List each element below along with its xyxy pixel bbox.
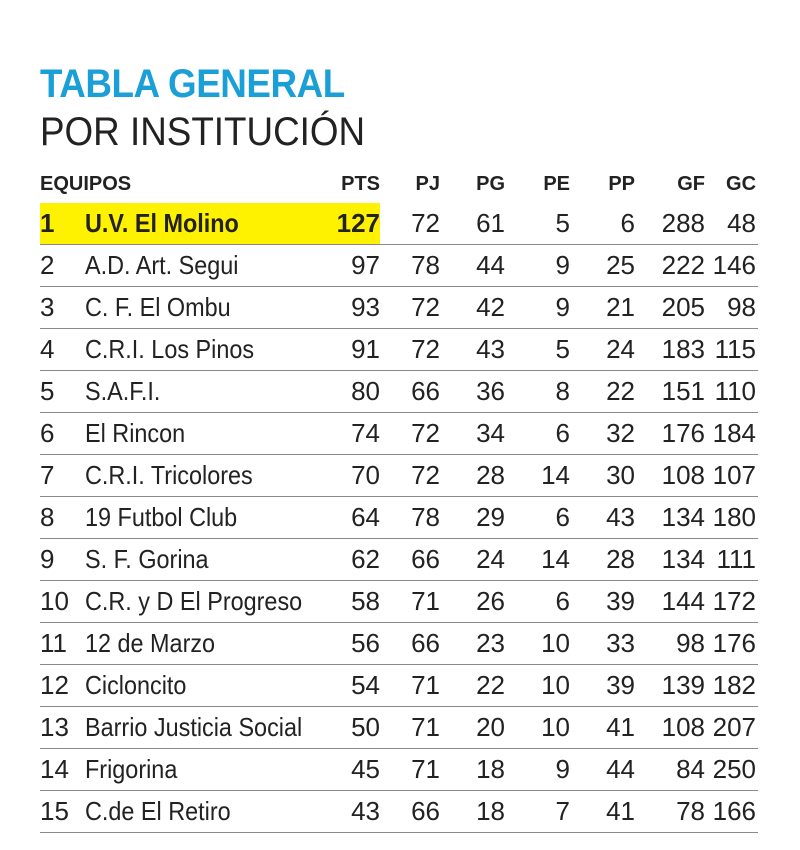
pe-value: 9 [555,754,571,784]
cell-pts [325,329,380,371]
cell-pg [440,455,505,497]
cell-pos [40,287,85,329]
cell-team [85,707,325,749]
pj-value: 71 [411,754,441,784]
cell-pe [505,749,570,791]
pg-value: 36 [476,376,506,406]
pp-value: 39 [606,586,636,616]
gc-value: 250 [712,754,757,784]
gf-value: 176 [661,418,706,448]
cell-pj [380,581,440,623]
table-row [40,623,758,665]
pg-value: 26 [476,586,506,616]
gc-value: 180 [712,502,757,532]
cell-pos [40,371,85,413]
cell-gc [705,791,758,833]
cell-gf [635,623,705,665]
pp-value: 25 [606,250,636,280]
gc-value: 111 [716,544,757,574]
pos-value: 11 [40,628,67,658]
cell-gc [705,413,758,455]
pg-value: 22 [476,670,506,700]
cell-pts [325,245,380,287]
team-value: C. F. El Ombu [85,292,231,322]
column-header-equipos: EQUIPOS [40,173,132,195]
pp-value: 41 [606,796,636,826]
gf-value: 205 [661,292,706,322]
cell-pp [570,791,635,833]
gf-value: 222 [661,250,706,280]
cell-gf [635,203,705,245]
pts-value: 97 [351,250,381,280]
pts-value: 58 [351,586,381,616]
cell-pos [40,707,85,749]
pj-value: 78 [411,250,441,280]
gf-value: 78 [676,796,706,826]
pts-value: 127 [336,208,381,238]
pos-value: 9 [40,544,55,574]
table-row [40,287,758,329]
pts-value: 93 [351,292,381,322]
gc-value: 98 [727,292,757,322]
cell-gc [705,497,758,539]
cell-pos [40,665,85,707]
pos-value: 13 [40,712,69,742]
pj-value: 78 [411,502,441,532]
cell-pp [570,749,635,791]
cell-pg [440,581,505,623]
pp-value: 41 [606,712,636,742]
cell-pj [380,413,440,455]
cell-pp [570,371,635,413]
cell-pts [325,455,380,497]
cell-pos [40,329,85,371]
cell-pg [440,413,505,455]
cell-pp [570,539,635,581]
gc-value: 176 [712,628,757,658]
cell-pos [40,203,85,245]
pos-value: 12 [40,670,69,700]
table-row [40,581,758,623]
cell-gf [635,791,705,833]
cell-pos [40,791,85,833]
team-value: S.A.F.I. [85,376,161,406]
team-value: C.R.I. Tricolores [85,460,253,490]
pe-value: 14 [541,544,571,574]
column-header-pp: PP [608,173,636,195]
cell-pos [40,623,85,665]
cell-pj [380,287,440,329]
cell-pj [380,539,440,581]
pj-value: 66 [411,544,441,574]
table-row [40,371,758,413]
cell-team [85,665,325,707]
pg-value: 44 [476,250,506,280]
standings-table [40,166,758,833]
pp-value: 30 [606,460,636,490]
pj-value: 66 [411,628,441,658]
page-subtitle: POR INSTITUCIÓN [40,110,366,154]
cell-pts [325,371,380,413]
pts-value: 64 [351,502,381,532]
cell-pj [380,455,440,497]
pp-value: 28 [606,544,636,574]
pp-value: 43 [606,502,636,532]
pp-value: 39 [606,670,636,700]
cell-pe [505,707,570,749]
cell-pe [505,581,570,623]
cell-pg [440,623,505,665]
cell-pg [440,749,505,791]
cell-gf [635,665,705,707]
cell-pe [505,371,570,413]
cell-pe [505,203,570,245]
cell-pts [325,791,380,833]
gc-value: 166 [712,796,757,826]
cell-pe [505,623,570,665]
pg-value: 18 [476,754,506,784]
column-header-pts: PTS [341,173,381,195]
gc-value: 107 [712,460,757,490]
pp-value: 22 [606,376,636,406]
cell-gf [635,287,705,329]
pts-value: 43 [351,796,381,826]
pj-value: 72 [411,208,441,238]
cell-pp [570,413,635,455]
pj-value: 72 [411,460,441,490]
cell-team [85,371,325,413]
column-header-pg: PG [476,173,506,195]
cell-pp [570,203,635,245]
pe-value: 8 [555,376,571,406]
pj-value: 71 [411,586,441,616]
cell-pts [325,665,380,707]
pg-value: 43 [476,334,506,364]
table-row [40,245,758,287]
pts-value: 74 [351,418,381,448]
cell-team [85,749,325,791]
cell-gf [635,749,705,791]
pts-value: 56 [351,628,381,658]
cell-gc [705,329,758,371]
cell-pe [505,791,570,833]
cell-pts [325,203,380,245]
cell-team [85,539,325,581]
team-value: C.R. y D El Progreso [85,586,303,616]
team-value: U.V. El Molino [85,208,239,238]
cell-pe [505,413,570,455]
table-row [40,539,758,581]
team-value: A.D. Art. Segui [85,250,239,280]
pts-value: 45 [351,754,381,784]
cell-pts [325,539,380,581]
cell-pp [570,581,635,623]
cell-pe [505,287,570,329]
table-row [40,791,758,833]
pos-value: 8 [40,502,55,532]
team-value: Barrio Justicia Social [85,712,303,742]
cell-pe [505,329,570,371]
cell-gf [635,329,705,371]
pj-value: 71 [411,712,441,742]
pp-value: 44 [606,754,636,784]
cell-pj [380,665,440,707]
cell-pe [505,665,570,707]
cell-gf [635,497,705,539]
table-row [40,665,758,707]
cell-pos [40,455,85,497]
cell-pp [570,455,635,497]
cell-gf [635,455,705,497]
pts-value: 80 [351,376,381,406]
cell-gc [705,749,758,791]
pj-value: 71 [411,670,441,700]
cell-pos [40,581,85,623]
cell-team [85,497,325,539]
cell-pg [440,539,505,581]
gf-value: 144 [661,586,706,616]
cell-pp [570,245,635,287]
cell-pg [440,245,505,287]
cell-gc [705,203,758,245]
cell-gf [635,371,705,413]
cell-pe [505,497,570,539]
team-value: Frigorina [85,754,178,784]
cell-pg [440,791,505,833]
cell-gf [635,581,705,623]
cell-pg [440,707,505,749]
cell-pts [325,413,380,455]
team-value: 12 de Marzo [85,628,216,658]
cell-pj [380,623,440,665]
gc-value: 184 [712,418,757,448]
table-row [40,413,758,455]
gf-value: 134 [661,544,706,574]
team-value: 19 Futbol Club [85,502,238,532]
column-header-gf: GF [677,173,706,195]
standings-rows [40,203,758,833]
cell-gc [705,623,758,665]
cell-team [85,245,325,287]
cell-pj [380,203,440,245]
gc-value: 182 [712,670,757,700]
cell-pj [380,791,440,833]
gc-value: 115 [714,334,757,364]
cell-pts [325,623,380,665]
table-row [40,329,758,371]
cell-pg [440,287,505,329]
pos-value: 7 [40,460,55,490]
cell-pts [325,581,380,623]
pg-value: 34 [476,418,506,448]
cell-gc [705,287,758,329]
gf-value: 139 [661,670,706,700]
pe-value: 7 [555,796,571,826]
table-row [40,497,758,539]
cell-pp [570,665,635,707]
pg-value: 23 [476,628,506,658]
pp-value: 33 [606,628,636,658]
cell-pg [440,371,505,413]
gc-value: 48 [727,208,757,238]
cell-pp [570,707,635,749]
pe-value: 10 [541,670,571,700]
pj-value: 66 [411,376,441,406]
cell-pe [505,455,570,497]
cell-gf [635,413,705,455]
pj-value: 66 [411,796,441,826]
cell-pp [570,497,635,539]
pe-value: 6 [555,418,571,448]
pts-value: 62 [351,544,381,574]
cell-pg [440,203,505,245]
cell-pj [380,749,440,791]
pg-value: 24 [476,544,506,574]
cell-team [85,413,325,455]
gc-value: 172 [712,586,757,616]
cell-pts [325,497,380,539]
column-header-gc: GC [726,173,757,195]
cell-pj [380,497,440,539]
table-row [40,749,758,791]
pos-value: 3 [40,292,55,322]
cell-team [85,581,325,623]
cell-pos [40,497,85,539]
gc-value: 146 [712,250,757,280]
pg-value: 42 [476,292,506,322]
pts-value: 70 [351,460,381,490]
cell-team [85,287,325,329]
pos-value: 6 [40,418,55,448]
pp-value: 6 [620,208,636,238]
pe-value: 9 [555,250,571,280]
cell-gc [705,455,758,497]
cell-pos [40,539,85,581]
cell-pp [570,329,635,371]
pp-value: 24 [606,334,636,364]
cell-gc [705,665,758,707]
pg-value: 18 [476,796,506,826]
pg-value: 28 [476,460,506,490]
pos-value: 15 [40,796,69,826]
gf-value: 84 [676,754,706,784]
cell-gc [705,539,758,581]
cell-team [85,455,325,497]
cell-gf [635,539,705,581]
cell-pos [40,245,85,287]
table-row [40,455,758,497]
pp-value: 32 [606,418,636,448]
cell-team [85,623,325,665]
cell-gc [705,707,758,749]
cell-gf [635,707,705,749]
pe-value: 14 [541,460,571,490]
pos-value: 4 [40,334,55,364]
team-value: C.R.I. Los Pinos [85,334,255,364]
pj-value: 72 [411,334,441,364]
table-row [40,203,758,245]
table-row [40,707,758,749]
cell-pj [380,329,440,371]
gf-value: 288 [661,208,706,238]
cell-pg [440,665,505,707]
pts-value: 50 [351,712,381,742]
pts-value: 91 [351,334,381,364]
gc-value: 207 [712,712,757,742]
pos-value: 10 [40,586,69,616]
cell-pts [325,749,380,791]
cell-gf [635,245,705,287]
table-header-row [40,166,758,203]
gf-value: 98 [676,628,706,658]
cell-pj [380,707,440,749]
pos-value: 2 [40,250,55,280]
pe-value: 9 [555,292,571,322]
cell-team [85,791,325,833]
cell-pp [570,623,635,665]
pe-value: 5 [555,208,571,238]
cell-gc [705,245,758,287]
team-value: C.de El Retiro [85,796,231,826]
pos-value: 5 [40,376,55,406]
pos-value: 1 [40,208,55,238]
gf-value: 108 [661,712,706,742]
cell-gc [705,581,758,623]
page-title: TABLA GENERAL [40,62,345,106]
cell-team [85,203,325,245]
cell-pe [505,539,570,581]
pts-value: 54 [351,670,381,700]
gf-value: 151 [661,376,706,406]
pg-value: 20 [476,712,506,742]
cell-gc [705,371,758,413]
pe-value: 10 [541,712,571,742]
gf-value: 183 [661,334,706,364]
pp-value: 21 [606,292,636,322]
team-value: S. F. Gorina [85,544,209,574]
cell-pp [570,287,635,329]
pe-value: 10 [541,628,571,658]
team-value: Cicloncito [85,670,187,700]
pos-value: 14 [40,754,69,784]
cell-pg [440,497,505,539]
cell-pg [440,329,505,371]
pe-value: 5 [555,334,571,364]
pg-value: 29 [476,502,506,532]
gf-value: 108 [661,460,706,490]
cell-pj [380,245,440,287]
gf-value: 134 [661,502,706,532]
cell-team [85,329,325,371]
pe-value: 6 [555,502,571,532]
cell-pj [380,371,440,413]
cell-pts [325,287,380,329]
cell-pos [40,749,85,791]
pj-value: 72 [411,292,441,322]
cell-pts [325,707,380,749]
pe-value: 6 [555,586,571,616]
column-header-pj: PJ [415,173,441,195]
team-value: El Rincon [85,418,186,448]
pg-value: 61 [476,208,506,238]
cell-pe [505,245,570,287]
gc-value: 110 [714,376,757,406]
cell-pos [40,413,85,455]
column-header-pe: PE [543,173,571,195]
pj-value: 72 [411,418,441,448]
